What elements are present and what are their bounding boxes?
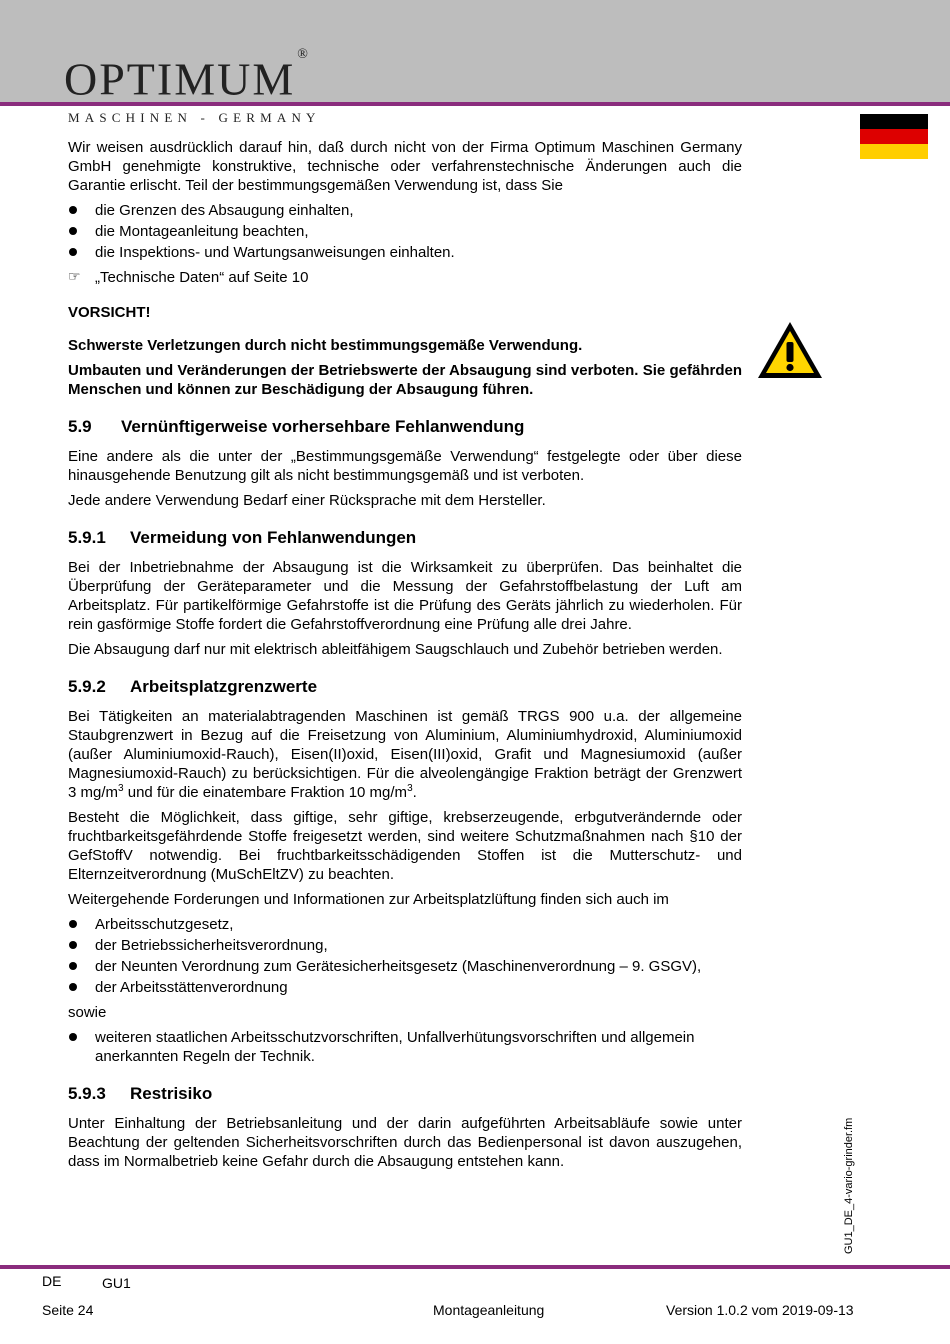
section-heading-5-9: 5.9 Vernünftigerweise vorhersehbare Fehlanwendung [68, 417, 525, 436]
bullet-icon [69, 962, 77, 970]
bullet-icon [69, 206, 77, 214]
bullet-icon [69, 227, 77, 235]
bullet-icon [69, 920, 77, 928]
section-heading-5-9-2: 5.9.2 Arbeitsplatzgrenzwerte [68, 677, 318, 696]
regulations-bullet-list [68, 915, 742, 997]
caution-line-1: Schwerste Verletzungen durch nicht bestimmungsgemäße Verwendung. [68, 337, 583, 354]
page-content [68, 138, 742, 1177]
intro-bullet-list [68, 201, 742, 262]
footer-language: DE [42, 1273, 62, 1289]
caution-title: VORSICHT! [68, 304, 151, 321]
list-item: der Neunten Verordnung zum Gerätesicherheitsgesetz (Maschinenverordnung – 9. GSGV), [68, 957, 742, 976]
footer-document-title: Montageanleitung [433, 1302, 545, 1318]
footer-model: GU1 [102, 1275, 131, 1291]
footer-page-number: Seite 24 [42, 1302, 94, 1318]
section-heading-5-9-1: 5.9.1 Vermeidung von Fehlanwendungen [68, 528, 417, 547]
list-item: der Arbeitsstättenverordnung [68, 978, 742, 997]
section-5-9-para-2: Jede andere Verwendung Bedarf einer Rücksprache mit dem Hersteller. [68, 492, 546, 509]
warning-triangle-icon [755, 319, 825, 381]
section-heading-5-9-3: 5.9.3 Restrisiko [68, 1084, 213, 1103]
list-item: der Betriebssicherheitsverordnung, [68, 936, 742, 955]
section-5-9-para-1: Eine andere als die unter der „Bestimmungsgemäße Verwendung“ festgelegte oder über diese hinausgehende Benutzung gilt als nicht bestimmungsgemäß und ist verboten. [68, 448, 742, 484]
bullet-icon [69, 983, 77, 991]
sowie-text: sowie [68, 1004, 107, 1021]
intro-paragraph: Wir weisen ausdrücklich darauf hin, daß durch nicht von der Firma Optimum Maschinen Germany GmbH genehmigte konstruktive, technische oder verfahrenstechnische Änderungen auch die Garantie erlischt. Teil der bestimmungsgemäßen Verwendung ist, dass Sie [68, 139, 742, 194]
section-5-9-2-para-3: Weitergehende Forderungen und Informationen zur Arbeitsplatzlüftung finden sich auch im [68, 891, 669, 908]
caution-line-2: Umbauten und Veränderungen der Betriebswerte der Absaugung sind verboten. Sie gefährden Menschen und können zur Beschädigung der Absaugung führen. [68, 362, 742, 398]
section-5-9-2-para-1: Bei Tätigkeiten an materialabtragenden Maschinen ist gemäß TRGS 900 u.a. der allgemeine Staubgrenzwert in Bezug auf die Freisetzung von Aluminium, Aluminiumhydroxid, Aluminiumoxid (außer Aluminiumoxid-Rauch), Eisen(II)oxid, Eisen(III)oxid, Grafit und Magnesiumoxid (außer Magnesiumoxid-Rauch) zu berücksichtigen. Für die alveolengängige Fraktion beträgt der Grenzwert 3 $mg/m^3$ und für die einatembare Fraktion 10 $mg/m^3$. [68, 708, 742, 801]
bullet-icon [69, 248, 77, 256]
bullet-icon [69, 1033, 77, 1041]
section-5-9-1-para-2: Die Absaugung darf nur mit elektrisch ableitfähigem Saugschlauch und Zubehör betrieben werden. [68, 641, 723, 658]
pointing-hand-icon: ☞ [68, 269, 81, 285]
footer-divider [0, 1265, 950, 1269]
footer-version: Version 1.0.2 vom 2019-09-13 [666, 1302, 854, 1318]
company-logo: OPTIMUM ® [64, 47, 310, 105]
german-flag-icon [860, 114, 928, 159]
list-item: Arbeitsschutzgesetz, [68, 915, 742, 934]
additional-bullet-list [68, 1028, 742, 1066]
company-subtitle: MASCHINEN - GERMANY [68, 110, 321, 125]
source-filename: GU1_DE_4-vario-grinder.fm [843, 1117, 855, 1254]
list-item: die Grenzen des Absaugung einhalten, [68, 201, 742, 220]
section-5-9-3-para-1: Unter Einhaltung der Betriebsanleitung und der darin aufgeführten Arbeitsabläufe sowie unter Beachtung der geltenden Sicherheitsvorschriften durch das Bedienpersonal ist davon auszugehen, dass im Normalbetrieb keine Gefahr durch die Absaugung entstehen kann. [68, 1115, 742, 1170]
section-5-9-2-para-2: Besteht die Möglichkeit, dass giftige, sehr giftige, krebserzeugende, erbgutverändernde oder fruchtbarkeitsgefährdende Stoffe freigesetzt werden, sind weitere Schutzmaßnahmen nach §10 der GefStoffV notwendig. Bei fruchtbarkeitsschädigenden Stoffen ist die Mutterschutz- und Elternzeitverordnung (MuSchEltZV) zu beachten. [68, 809, 742, 883]
section-5-9-1-para-1: Bei der Inbetriebnahme der Absaugung ist die Wirksamkeit zu überprüfen. Das beinhaltet die Überprüfung der Geräteparameter und die Messung der Gefahrstoffbelastung der Luft am Arbeitsplatz. Für partikelförmige Gefahrstoffe ist die Prüfung des Geräts jährlich zu wiederholen. Für rein gasförmige Stoffe fordert die Gefahrstoffverordnung eine Prüfung alle drei Jahre. [68, 559, 742, 633]
bullet-icon [69, 941, 77, 949]
list-item: weiteren staatlichen Arbeitsschutzvorschriften, Unfallverhütungsvorschriften und allgemein anerkannten Regeln der Technik. [68, 1028, 742, 1066]
list-item: die Inspektions- und Wartungsanweisungen einhalten. [68, 243, 742, 262]
list-item: die Montageanleitung beachten, [68, 222, 742, 241]
cross-reference[interactable]: ☞ „Technische Daten“ auf Seite 10 [68, 269, 309, 286]
